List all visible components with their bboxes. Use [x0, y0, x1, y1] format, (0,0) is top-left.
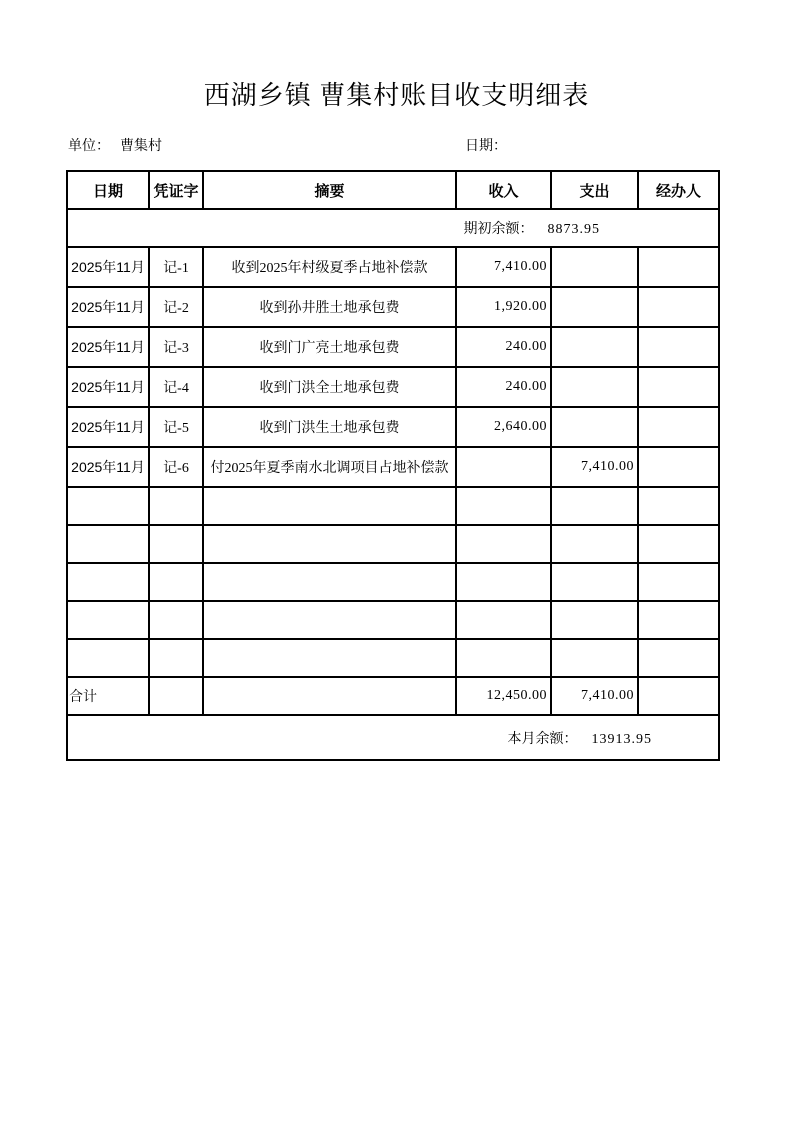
col-header-income: 收入	[456, 171, 551, 209]
income-expense-table	[66, 170, 720, 761]
col-header-handler: 经办人	[638, 171, 719, 209]
total-summary	[203, 677, 456, 715]
cell-date: 2025年11月	[67, 327, 149, 367]
cell-date	[67, 639, 149, 677]
cell-income: 1,920.00	[456, 287, 551, 327]
closing-balance-cell	[67, 715, 719, 760]
cell-date: 2025年11月	[67, 367, 149, 407]
cell-voucher	[149, 563, 203, 601]
empty-row	[67, 487, 719, 525]
cell-summary: 收到门广亮土地承包费	[203, 327, 456, 367]
table-row	[67, 247, 719, 287]
cell-expense	[551, 639, 638, 677]
unit-value: 曹集村	[120, 139, 162, 154]
cell-summary: 付2025年夏季南水北调项目占地补偿款	[203, 447, 456, 487]
cell-handler	[638, 327, 719, 367]
opening-balance-value: 8873.95	[547, 222, 600, 237]
cell-income: 7,410.00	[456, 247, 551, 287]
table-row	[67, 327, 719, 367]
cell-expense	[551, 247, 638, 287]
opening-balance-cell	[67, 209, 719, 247]
cell-date: 2025年11月	[67, 287, 149, 327]
cell-expense	[551, 367, 638, 407]
total-row	[67, 677, 719, 715]
meta-row	[66, 138, 727, 156]
col-header-voucher: 凭证字	[149, 171, 203, 209]
cell-income	[456, 487, 551, 525]
cell-summary	[203, 639, 456, 677]
closing-balance-label: 本月余额：	[507, 731, 578, 747]
cell-handler	[638, 287, 719, 327]
cell-voucher	[149, 487, 203, 525]
empty-row	[67, 563, 719, 601]
total-handler	[638, 677, 719, 715]
table-row	[67, 407, 719, 447]
table-header-row	[67, 171, 719, 209]
cell-expense	[551, 287, 638, 327]
cell-expense	[551, 525, 638, 563]
cell-voucher	[149, 639, 203, 677]
cell-date: 2025年11月	[67, 247, 149, 287]
cell-summary: 收到2025年村级夏季占地补偿款	[203, 247, 456, 287]
cell-handler	[638, 447, 719, 487]
opening-balance-row	[67, 209, 719, 247]
cell-date	[67, 563, 149, 601]
cell-voucher	[149, 525, 203, 563]
table-row	[67, 287, 719, 327]
opening-balance-label: 期初余额：	[463, 222, 534, 237]
cell-voucher	[149, 601, 203, 639]
cell-summary	[203, 563, 456, 601]
total-label: 合计	[67, 677, 149, 715]
page-title: 西湖乡镇 曹集村账目收支明细表	[203, 81, 590, 110]
cell-handler	[638, 407, 719, 447]
cell-summary: 收到孙井胜土地承包费	[203, 287, 456, 327]
date-label: 日期：	[465, 139, 507, 154]
cell-handler	[638, 563, 719, 601]
cell-handler	[638, 525, 719, 563]
total-voucher	[149, 677, 203, 715]
cell-handler	[638, 487, 719, 525]
cell-summary: 收到门洪生土地承包费	[203, 407, 456, 447]
empty-row	[67, 525, 719, 563]
total-expense: 7,410.00	[551, 677, 638, 715]
cell-voucher: 记-4	[149, 367, 203, 407]
cell-handler	[638, 367, 719, 407]
cell-voucher: 记-6	[149, 447, 203, 487]
col-header-summary: 摘要	[203, 171, 456, 209]
cell-income: 2,640.00	[456, 407, 551, 447]
cell-date: 2025年11月	[67, 407, 149, 447]
cell-expense	[551, 327, 638, 367]
cell-date	[67, 601, 149, 639]
cell-income: 240.00	[456, 327, 551, 367]
cell-expense	[551, 487, 638, 525]
total-income: 12,450.00	[456, 677, 551, 715]
closing-balance-row	[67, 715, 719, 760]
cell-date: 2025年11月	[67, 447, 149, 487]
empty-row	[67, 639, 719, 677]
cell-voucher: 记-3	[149, 327, 203, 367]
cell-voucher: 记-2	[149, 287, 203, 327]
cell-handler	[638, 601, 719, 639]
cell-income: 240.00	[456, 367, 551, 407]
table-row	[67, 447, 719, 487]
empty-row	[67, 601, 719, 639]
cell-expense	[551, 601, 638, 639]
cell-handler	[638, 639, 719, 677]
col-header-date: 日期	[67, 171, 149, 209]
cell-handler	[638, 247, 719, 287]
cell-summary	[203, 525, 456, 563]
cell-expense: 7,410.00	[551, 447, 638, 487]
cell-expense	[551, 563, 638, 601]
table-row	[67, 367, 719, 407]
cell-income	[456, 525, 551, 563]
cell-date	[67, 525, 149, 563]
unit-label: 单位：	[68, 139, 110, 154]
cell-income	[456, 563, 551, 601]
closing-balance-value: 13913.95	[591, 731, 652, 747]
cell-voucher: 记-1	[149, 247, 203, 287]
cell-voucher: 记-5	[149, 407, 203, 447]
cell-income	[456, 447, 551, 487]
cell-summary: 收到门洪全土地承包费	[203, 367, 456, 407]
col-header-expense: 支出	[551, 171, 638, 209]
cell-expense	[551, 407, 638, 447]
cell-summary	[203, 601, 456, 639]
cell-income	[456, 601, 551, 639]
cell-income	[456, 639, 551, 677]
cell-date	[67, 487, 149, 525]
cell-summary	[203, 487, 456, 525]
